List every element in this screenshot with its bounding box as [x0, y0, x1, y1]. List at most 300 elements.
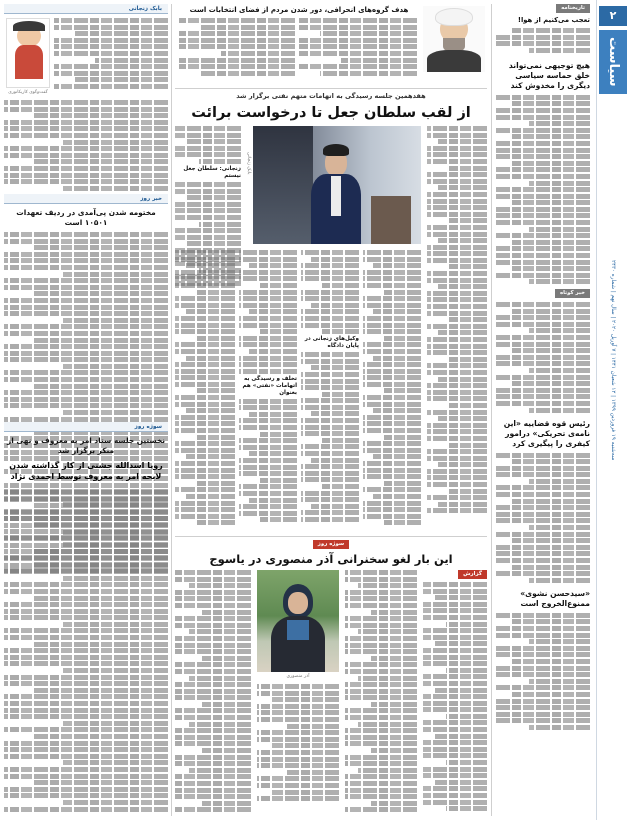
text-line: [4, 173, 168, 178]
text-line: [423, 681, 487, 686]
text-line: [341, 58, 417, 63]
text-line: [4, 563, 168, 568]
text-line: [423, 800, 487, 805]
cleric-photo: [423, 6, 485, 72]
text-line: [427, 337, 487, 342]
text-line: [371, 748, 417, 753]
text-line: [494, 361, 590, 366]
text-line: [423, 661, 487, 666]
text-line: [494, 335, 590, 340]
text-line: [511, 200, 590, 205]
text-line: [427, 436, 487, 441]
text-line: [34, 338, 168, 343]
text-line: [446, 760, 487, 765]
text-line: [384, 290, 421, 295]
text-line: [363, 342, 421, 347]
text-line: [4, 747, 168, 752]
text-line: [4, 661, 168, 666]
text-line: [494, 115, 590, 120]
text-line: [175, 257, 235, 262]
text-line: [4, 311, 168, 316]
text-line: [187, 139, 241, 144]
text-line: [4, 602, 168, 607]
text-line: [345, 728, 417, 733]
text-line: [239, 257, 297, 262]
text-line: [175, 715, 251, 720]
text-line: [322, 484, 359, 489]
text-line: [427, 225, 487, 230]
text-line: [260, 283, 297, 288]
text-line: [175, 375, 235, 380]
text-line: [363, 415, 421, 420]
text-line: [4, 370, 168, 375]
text-line: [345, 570, 417, 575]
text-line: [423, 707, 487, 712]
text-line: [4, 403, 168, 408]
text-line: [345, 682, 417, 687]
text-line: [322, 329, 359, 334]
text-line: [529, 408, 590, 413]
text-line: [494, 41, 590, 46]
text-line: [427, 245, 487, 250]
text-line: [175, 774, 251, 779]
text-line: [363, 421, 421, 426]
text-line: [301, 385, 359, 390]
text-line: [63, 760, 168, 765]
text-line: [363, 257, 421, 262]
text-line: [363, 461, 421, 466]
text-line: [63, 410, 168, 415]
text-line: [371, 702, 417, 707]
text-line: [175, 590, 251, 595]
main-story-kicker: هفدهمین جلسه رسیدگی به اتهامات متهم نفتی برگزار شد: [236, 92, 426, 100]
text-line: [373, 356, 421, 361]
text-line: [345, 603, 417, 608]
text-line: [175, 415, 235, 420]
text-line: [423, 674, 487, 679]
text-line: [511, 28, 590, 33]
text-line: [345, 708, 417, 713]
text-line: [511, 101, 590, 106]
text-line: [371, 656, 417, 661]
text-line: [175, 596, 251, 601]
text-line: [494, 315, 590, 320]
text-line: [529, 639, 590, 644]
text-line: [4, 100, 168, 105]
text-line: [511, 134, 590, 139]
text-line: [363, 362, 421, 367]
text-line: [446, 806, 487, 811]
page-number-badge: ۲: [599, 6, 627, 26]
text-line: [494, 187, 590, 192]
text-line: [63, 721, 168, 726]
text-line: [249, 263, 297, 268]
text-line: [175, 448, 235, 453]
text-line: [4, 357, 168, 362]
main-story-headline: از لقب سلطان جعل تا درخواست برائت: [191, 105, 471, 121]
text-line: [494, 633, 590, 638]
text-line: [63, 186, 168, 191]
text-line: [189, 768, 251, 773]
text-line: [175, 487, 235, 492]
text-line: [175, 402, 235, 407]
defendant-photo: [253, 126, 421, 244]
text-line: [511, 692, 590, 697]
cartoon-caption: گفت‌وگوی کاریکاتوری: [8, 90, 48, 95]
text-line: [427, 146, 487, 151]
text-line: [345, 755, 417, 760]
text-line: [175, 728, 251, 733]
text-line: [221, 51, 295, 56]
text-line: [4, 741, 168, 746]
text-line: [272, 697, 339, 702]
text-line: [427, 423, 487, 428]
text-line: [239, 504, 297, 509]
text-line: [494, 492, 590, 497]
text-line: [373, 263, 421, 268]
text-line: [301, 497, 359, 502]
text-line: [175, 421, 235, 426]
text-line: [301, 418, 359, 423]
text-line: [427, 297, 487, 302]
text-line: [189, 583, 251, 588]
text-line: [427, 482, 487, 487]
text-line: [438, 377, 487, 382]
text-line: [179, 64, 295, 69]
text-line: [260, 517, 297, 522]
text-line: [257, 783, 339, 788]
text-line: [511, 309, 590, 314]
text-line: [494, 532, 590, 537]
text-line: [175, 501, 235, 506]
text-line: [4, 278, 168, 283]
text-line: [63, 140, 168, 145]
text-line: [345, 695, 417, 700]
text-line: [63, 318, 168, 323]
text-line: [384, 336, 421, 341]
text-line: [363, 369, 421, 374]
text-line: [311, 365, 359, 370]
text-line: [345, 781, 417, 786]
text-line: [494, 626, 590, 631]
text-line: [175, 643, 251, 648]
text-line: [345, 761, 417, 766]
text-line: [345, 669, 417, 674]
text-line: [345, 715, 417, 720]
text-line: [197, 336, 235, 341]
text-line: [4, 483, 168, 488]
text-line: [494, 302, 590, 307]
text-line: [175, 441, 235, 446]
text-line: [363, 303, 421, 308]
text-line: [345, 662, 417, 667]
text-line: [4, 793, 168, 798]
text-line: [384, 520, 421, 525]
text-line: [239, 290, 297, 295]
text-line: [494, 154, 590, 159]
text-line: [4, 615, 168, 620]
text-line: [197, 435, 235, 440]
top-story: [175, 4, 487, 86]
text-line: [175, 708, 251, 713]
text-line: [175, 735, 251, 740]
text-line: [322, 392, 359, 397]
text-line: [175, 428, 235, 433]
text-line: [239, 511, 297, 516]
text-line: [189, 676, 251, 681]
text-line: [529, 48, 590, 53]
text-line: [423, 767, 487, 772]
text-line: [175, 623, 251, 628]
text-line: [175, 228, 241, 233]
text-line: [373, 309, 421, 314]
text-line: [63, 364, 168, 369]
text-line: [427, 383, 487, 388]
text-line: [363, 270, 421, 275]
text-line: [494, 260, 590, 265]
middle-headline3: رویا اسدالله جشنی از کار گذاشته شدن لابحه امر به معروف توسط احمدی نژاد: [9, 461, 163, 481]
cartoon-image: [6, 18, 50, 88]
text-line: [435, 780, 487, 785]
text-line: [175, 382, 235, 387]
text-line: [239, 276, 297, 281]
text-line: [494, 273, 590, 278]
text-line: [311, 303, 359, 308]
text-line: [494, 233, 590, 238]
text-line: [4, 397, 168, 402]
bottom-kicker-tag: سوژه روز: [313, 540, 349, 549]
text-line: [4, 787, 168, 792]
right-column: [494, 4, 590, 814]
text-line: [4, 582, 168, 587]
text-line: [257, 691, 339, 696]
text-line: [175, 182, 241, 187]
text-line: [4, 417, 168, 422]
text-line: [345, 577, 417, 582]
text-line: [427, 278, 487, 283]
text-line: [435, 641, 487, 646]
text-line: [301, 451, 359, 456]
text-line: [529, 578, 590, 583]
text-line: [423, 635, 487, 640]
text-line: [345, 788, 417, 793]
text-line: [175, 741, 251, 746]
text-line: [427, 324, 487, 329]
text-line: [427, 232, 487, 237]
text-line: [54, 71, 168, 76]
text-line: [529, 525, 590, 530]
left-item3-headline: «سیدحسن نشوی» ممنوع‌الخروج است: [520, 588, 590, 608]
text-line: [4, 344, 168, 349]
text-line: [427, 495, 487, 500]
text-line: [299, 64, 417, 69]
text-line: [427, 449, 487, 454]
text-line: [175, 133, 241, 138]
text-line: [34, 503, 168, 508]
text-line: [187, 195, 241, 200]
text-line: [4, 146, 168, 151]
text-line: [249, 451, 297, 456]
text-line: [175, 303, 235, 308]
text-line: [449, 264, 487, 269]
text-line: [345, 689, 417, 694]
text-line: [257, 704, 339, 709]
text-line: [260, 478, 297, 483]
text-line: [260, 432, 297, 437]
text-line: [358, 676, 417, 681]
text-line: [494, 718, 590, 723]
text-line: [494, 246, 590, 251]
text-line: [438, 416, 487, 421]
text-line: [423, 786, 487, 791]
text-line: [4, 497, 168, 502]
text-line: [175, 649, 251, 654]
text-line: [4, 265, 168, 270]
text-line: [494, 375, 590, 380]
text-line: [301, 250, 359, 255]
text-line: [345, 643, 417, 648]
text-line: [345, 649, 417, 654]
text-line: [175, 395, 235, 400]
text-line: [4, 390, 168, 395]
text-line: [54, 84, 168, 89]
middle-tag: خبر روز: [4, 194, 168, 204]
text-line: [438, 185, 487, 190]
text-line: [239, 491, 297, 496]
text-line: [175, 362, 235, 367]
text-line: [4, 490, 168, 495]
text-line: [175, 152, 241, 157]
text-line: [175, 208, 241, 213]
text-line: [427, 311, 487, 316]
text-line: [179, 18, 295, 23]
main-subhead2: وکیل‌های زنجانی در پایان دادگاه: [304, 336, 359, 350]
text-line: [175, 577, 251, 582]
text-line: [54, 18, 168, 23]
text-line: [4, 714, 168, 719]
text-line: [322, 283, 359, 288]
text-line: [363, 441, 421, 446]
text-line: [494, 141, 590, 146]
text-line: [175, 468, 235, 473]
text-line: [175, 689, 251, 694]
text-line: [175, 570, 251, 575]
text-line: [249, 349, 297, 354]
text-line: [438, 139, 487, 144]
text-line: [197, 388, 235, 393]
text-line: [494, 253, 590, 258]
text-line: [299, 44, 417, 49]
text-line: [435, 688, 487, 693]
text-line: [4, 133, 168, 138]
text-line: [427, 192, 487, 197]
text-line: [529, 725, 590, 730]
report-tag: گزارش: [458, 570, 487, 579]
text-line: [494, 401, 590, 406]
text-line: [4, 754, 168, 759]
text-line: [257, 717, 339, 722]
text-line: [345, 807, 417, 812]
text-line: [427, 152, 487, 157]
text-line: [299, 25, 417, 30]
text-line: [363, 276, 421, 281]
text-line: [187, 241, 241, 246]
text-line: [494, 213, 590, 218]
text-line: [175, 636, 251, 641]
text-line: [494, 207, 590, 212]
text-line: [301, 296, 359, 301]
text-line: [4, 258, 168, 263]
text-line: [427, 304, 487, 309]
text-line: [301, 491, 359, 496]
text-line: [384, 435, 421, 440]
bottom-story: [175, 540, 487, 818]
text-line: [186, 309, 235, 314]
text-line: [63, 668, 168, 673]
text-line: [494, 148, 590, 153]
text-line: [427, 159, 487, 164]
text-line: [363, 514, 421, 519]
text-line: [529, 479, 590, 484]
text-line: [54, 51, 168, 56]
text-line: [4, 648, 168, 653]
text-line: [435, 595, 487, 600]
text-line: [4, 166, 168, 171]
text-line: [179, 58, 295, 63]
text-line: [427, 390, 487, 395]
text-line: [320, 31, 417, 36]
text-line: [175, 250, 235, 255]
text-line: [494, 394, 590, 399]
text-line: [427, 363, 487, 368]
text-line: [427, 429, 487, 434]
text-line: [358, 768, 417, 773]
text-line: [423, 694, 487, 699]
text-line: [175, 514, 235, 519]
text-line: [494, 174, 590, 179]
text-line: [175, 126, 241, 131]
text-line: [427, 212, 487, 217]
left-item1-headline: هیچ توجیهی نمی‌تواند خلق حماسه سیاسی دیگری را مخدوش کند: [508, 60, 590, 90]
text-line: [239, 336, 297, 341]
text-line: [449, 166, 487, 171]
text-line: [494, 453, 590, 458]
text-line: [438, 284, 487, 289]
text-line: [186, 408, 235, 413]
text-line: [345, 590, 417, 595]
text-line: [301, 398, 359, 403]
text-line: [427, 508, 487, 513]
text-line: [494, 108, 590, 113]
text-line: [301, 270, 359, 275]
text-line: [257, 730, 339, 735]
text-line: [301, 372, 359, 377]
text-line: [4, 635, 168, 640]
text-line: [494, 472, 590, 477]
text-line: [494, 355, 590, 360]
text-line: [95, 58, 168, 63]
text-line: [4, 239, 168, 244]
text-line: [54, 44, 168, 49]
text-line: [435, 734, 487, 739]
text-line: [4, 523, 168, 528]
text-line: [423, 773, 487, 778]
text-line: [427, 205, 487, 210]
text-line: [427, 179, 487, 184]
text-line: [494, 128, 590, 133]
text-line: [4, 232, 168, 237]
text-line: [494, 512, 590, 517]
